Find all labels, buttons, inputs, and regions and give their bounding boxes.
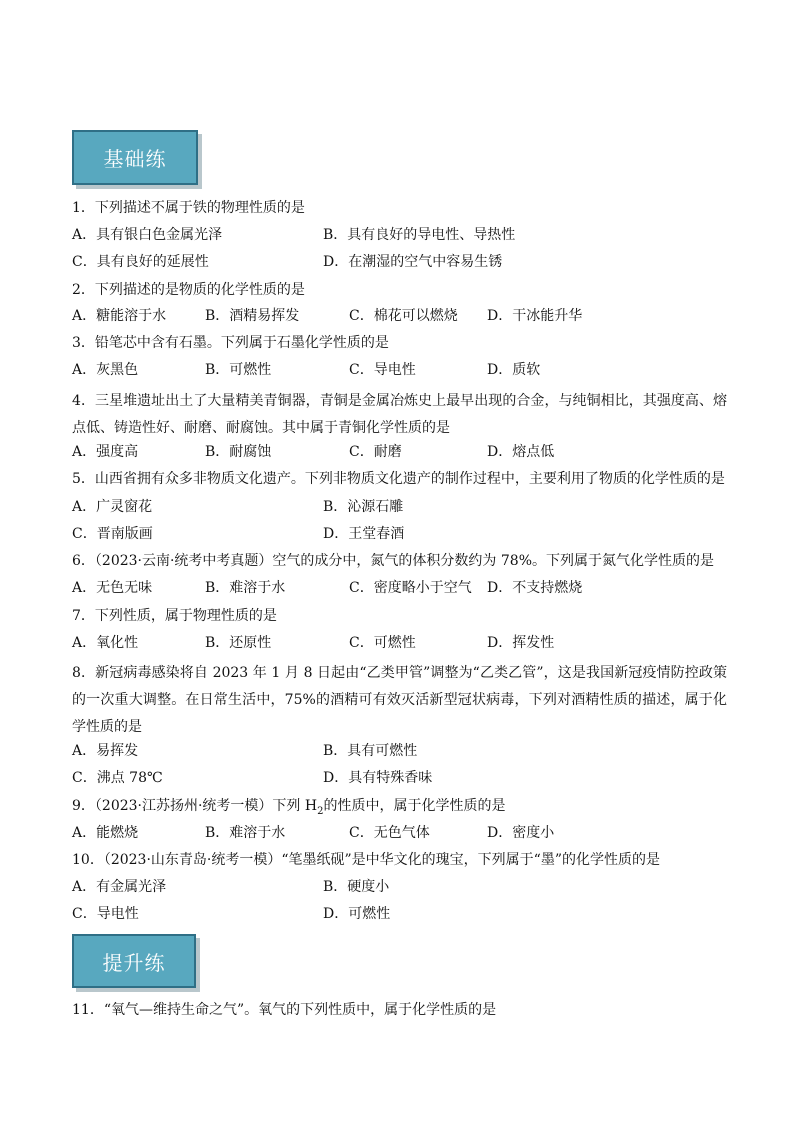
question-4-option-d[interactable]: D．熔点低 <box>487 444 555 460</box>
question-6-option-a[interactable]: A．无色无味 <box>72 580 153 596</box>
question-5-option-d[interactable]: D．王堂春酒 <box>323 526 405 542</box>
question-5-option-b[interactable]: B．沁源石雕 <box>323 499 404 515</box>
question-7-option-d[interactable]: D．挥发性 <box>487 635 555 651</box>
question-10-option-d[interactable]: D．可燃性 <box>323 906 391 922</box>
section-title-advanced: 提升练 <box>72 934 196 988</box>
question-6-stem: 6．（2023·云南·统考中考真题）空气的成分中，氮气的体积分数约为 78%。下列属于氮气化学性质的是 <box>72 553 715 569</box>
question-2-option-a[interactable]: A．糖能溶于水 <box>72 308 167 324</box>
question-6-option-d[interactable]: D．不支持燃烧 <box>487 580 583 596</box>
question-8-option-d[interactable]: D．具有特殊香味 <box>323 770 433 786</box>
question-10-option-a[interactable]: A．有金属光泽 <box>72 879 167 895</box>
question-3-option-d[interactable]: D．质软 <box>487 362 541 378</box>
question-11-stem: 11．“氧气—维持生命之气”。氧气的下列性质中，属于化学性质的是 <box>72 1002 497 1018</box>
question-9-stem-subscript: 2 <box>317 805 324 817</box>
question-5-option-c[interactable]: C．晋南版画 <box>72 526 153 542</box>
question-2-option-b[interactable]: B．酒精易挥发 <box>205 308 300 324</box>
question-2-option-d[interactable]: D．干冰能升华 <box>487 308 583 324</box>
question-9-option-b[interactable]: B．难溶于水 <box>205 825 286 841</box>
question-9-option-c[interactable]: C．无色气体 <box>349 825 430 841</box>
question-5-option-a[interactable]: A．广灵窗花 <box>72 499 153 515</box>
question-4-option-a[interactable]: A．强度高 <box>72 444 139 460</box>
question-1-option-d[interactable]: D．在潮湿的空气中容易生锈 <box>323 254 503 270</box>
question-8-option-b[interactable]: B．具有可燃性 <box>323 743 418 759</box>
question-5-stem: 5．山西省拥有众多非物质文化遗产。下列非物质文化遗产的制作过程中，主要利用了物质的化学性质的是 <box>72 471 725 487</box>
question-7-stem: 7．下列性质，属于物理性质的是 <box>72 608 277 624</box>
question-7-option-a[interactable]: A．氧化性 <box>72 635 139 651</box>
question-7-option-c[interactable]: C．可燃性 <box>349 635 416 651</box>
question-4-option-c[interactable]: C．耐磨 <box>349 444 402 460</box>
question-3-option-b[interactable]: B．可燃性 <box>205 362 272 378</box>
question-6-option-c[interactable]: C．密度略小于空气 <box>349 580 472 596</box>
question-1-option-b[interactable]: B．具有良好的导电性、导热性 <box>323 227 516 243</box>
question-1-option-a[interactable]: A．具有银白色金属光泽 <box>72 227 223 243</box>
question-2-stem: 2．下列描述的是物质的化学性质的是 <box>72 282 305 298</box>
question-9-option-a[interactable]: A．能燃烧 <box>72 825 139 841</box>
question-2-option-c[interactable]: C．棉花可以燃烧 <box>349 308 458 324</box>
question-4-option-b[interactable]: B．耐腐蚀 <box>205 444 272 460</box>
question-10-option-c[interactable]: C．导电性 <box>72 906 139 922</box>
section-title-basic: 基础练 <box>72 130 198 185</box>
question-8-option-a[interactable]: A．易挥发 <box>72 743 139 759</box>
question-9-option-d[interactable]: D．密度小 <box>487 825 555 841</box>
question-9-stem-post: 的性质中，属于化学性质的是 <box>323 798 506 814</box>
question-8-stem: 8．新冠病毒感染将自 2023 年 1 月 8 日起由“乙类甲管”调整为“乙类乙管”，这是我国新冠疫情防控政策的一次重大调整。在日常生活中，75%的酒精可有效灭活新型冠状病毒，下列对酒精性质的描述，属于化学性质的是 <box>72 665 727 735</box>
question-4-stem: 4．三星堆遗址出土了大量精美青铜器，青铜是金属冶炼史上最早出现的合金，与纯铜相比，其强度高、熔点低、铸造性好、耐磨、耐腐蚀。其中属于青铜化学性质的是 <box>72 393 727 436</box>
question-7-option-b[interactable]: B．还原性 <box>205 635 272 651</box>
question-9-stem-pre: 9．（2023·江苏扬州·统考一模）下列 H <box>72 798 318 814</box>
question-1-option-c[interactable]: C．具有良好的延展性 <box>72 254 209 270</box>
question-1-stem: 1．下列描述不属于铁的物理性质的是 <box>72 200 305 216</box>
question-10-stem: 10．（2023·山东青岛·统考一模）“笔墨纸砚”是中华文化的瑰宝，下列属于“墨”的化学性质的是 <box>72 852 660 868</box>
question-9-stem <box>72 796 727 822</box>
question-10-option-b[interactable]: B．硬度小 <box>323 879 390 895</box>
question-6-option-b[interactable]: B．难溶于水 <box>205 580 286 596</box>
question-8-option-c[interactable]: C．沸点 78℃ <box>72 770 163 786</box>
question-3-stem: 3．铅笔芯中含有石墨。下列属于石墨化学性质的是 <box>72 335 389 351</box>
question-3-option-c[interactable]: C．导电性 <box>349 362 416 378</box>
question-3-option-a[interactable]: A．灰黑色 <box>72 362 139 378</box>
